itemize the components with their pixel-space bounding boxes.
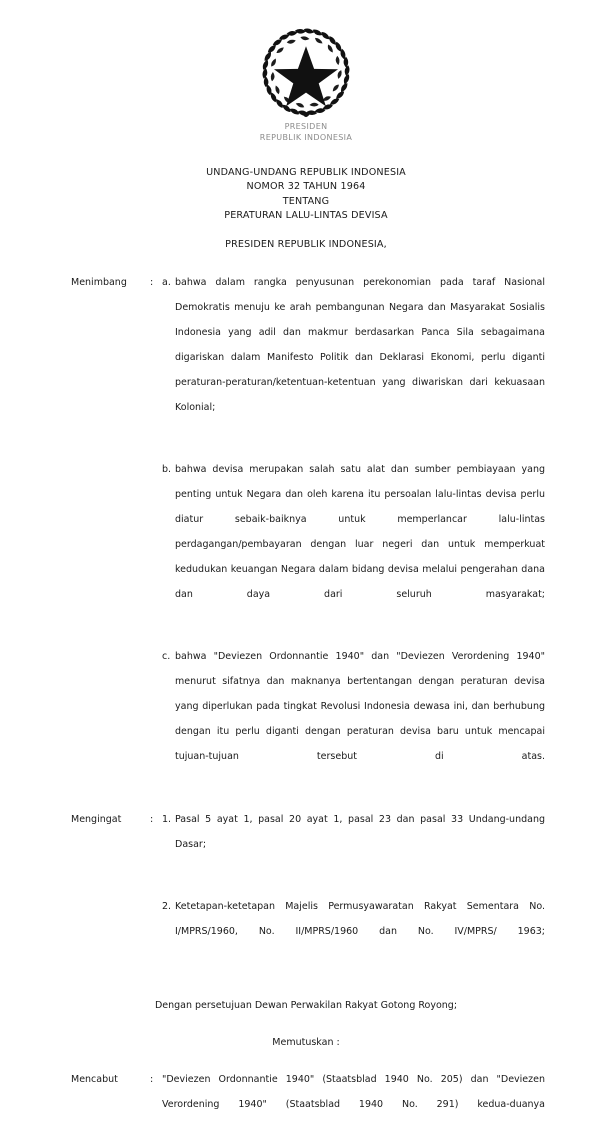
list-item — [162, 270, 545, 445]
clause-label-mencabut: Mencabut — [71, 1074, 118, 1085]
list-item-text: Pasal 5 ayat 1, pasal 20 ayat 1, pasal 23 dan pasal 33 Undang-undang Dasar; — [175, 814, 545, 850]
spacer — [0, 1018, 612, 1030]
clause-mengingat — [0, 807, 612, 969]
title-line-4: PERATURAN LALU-LINTAS DEVISA — [224, 210, 388, 222]
list-item-text: bahwa "Deviezen Ordonnantie 1940" dan "Deviezen Verordening 1940" menurut sifatnya dan maknanya bertentangan dengan peraturan devisa yang diperlukan pada tingkat Revolusi Indonesia dewasa ini, dan berhubung dengan itu perlu diganti dengan peraturan devisa baru untuk mencapai tujuan-tujuan tersebut di atas. — [175, 651, 545, 762]
list-marker: 1. — [162, 814, 172, 825]
clause-body-mencabut — [162, 1067, 612, 1142]
list-marker: 2. — [162, 901, 172, 912]
title-line-3: TENTANG — [282, 195, 330, 207]
list-marker: b. — [162, 464, 172, 475]
emblem-caption-line2: REPUBLIK INDONESIA — [259, 132, 353, 142]
list-item — [162, 807, 545, 882]
emblem-caption — [0, 122, 612, 143]
emblem-block — [0, 26, 612, 143]
title-line-1: UNDANG-UNDANG REPUBLIK INDONESIA — [206, 167, 406, 178]
list-item — [162, 457, 545, 632]
clause-colon-mencabut: : — [150, 1074, 154, 1085]
list-marker: a. — [162, 277, 171, 288]
decision-heading: Memutuskan : — [272, 1037, 340, 1048]
title-line-2: NOMOR 32 TAHUN 1964 — [246, 181, 366, 193]
approval-line: Dengan persetujuan Dewan Perwakilan Rakyat Gotong Royong; — [154, 1000, 458, 1011]
clause-label-menimbang: Menimbang — [71, 277, 127, 288]
clause-colon-mengingat: : — [150, 814, 154, 825]
spacer — [0, 794, 612, 807]
document-body — [0, 270, 612, 1142]
list-item — [162, 644, 545, 794]
document-title — [0, 166, 612, 224]
list-item-text: bahwa dalam rangka penyusunan perekonomian pada taraf Nasional Demokratis menuju ke arah pembangunan Negara dan Masyarakat Sosialis Indonesia yang adil dan makmur berdasarkan Panca Sila sebagaimana digariskan dalam Manifesto Politik dan Deklarasi Ekonomi, perlu diganti peraturan-peraturan/ketentuan-ketentuan yang diwariskan dari kekuasaan Kolonial; — [175, 277, 545, 413]
emblem-caption-line1: PRESIDEN — [284, 122, 328, 131]
clause-body-menimbang — [162, 270, 612, 794]
clause-colon-menimbang: : — [150, 277, 154, 288]
list-item-text: bahwa devisa merupakan salah satu alat dan sumber pembiayaan yang penting untuk Negara dan oleh karena itu persoalan lalu-lintas devisa perlu diatur sebaik-baiknya untuk memperlancar lalu-lintas perdagangan/pembayaran dengan luar negeri dan untuk memperkuat kedudukan keuangan Negara dalam bidang devisa melalui pengerahan dana dan daya dari seluruh masyarakat; — [175, 464, 545, 600]
revoke-text: "Deviezen Ordonnantie 1940" (Staatsblad 1940 No. 205) dan "Deviezen Verordening 1940" (Staatsblad 1940 No. 291) kedua-duanya — [162, 1074, 545, 1110]
clause-mencabut — [0, 1067, 612, 1142]
clause-body-mengingat — [162, 807, 612, 969]
list-item — [162, 894, 545, 969]
clause-menimbang — [0, 270, 612, 794]
spacer — [0, 969, 612, 993]
list-marker: c. — [162, 651, 171, 662]
garuda-star-wreath-emblem — [260, 26, 352, 118]
spacer — [0, 1055, 612, 1067]
preamble-heading: PRESIDEN REPUBLIK INDONESIA, — [225, 239, 387, 250]
clause-label-mengingat: Mengingat — [71, 814, 122, 825]
list-item-text: Ketetapan-ketetapan Majelis Permusyawaratan Rakyat Sementara No. I/MPRS/1960, No. II/MPRS/1960 dan No. IV/MPRS/ 1963; — [175, 901, 545, 937]
